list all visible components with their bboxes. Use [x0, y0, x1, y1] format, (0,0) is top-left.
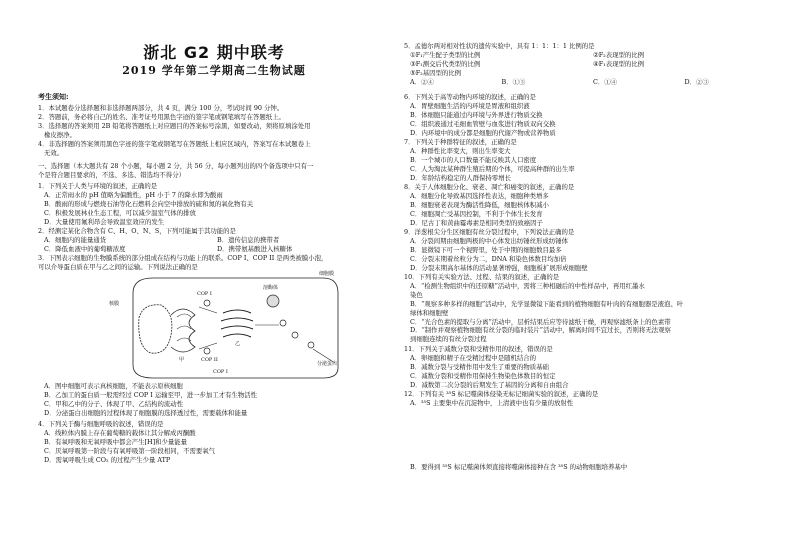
question-stem-cont: 可以介导蛋白质在甲与乙之间的运输。下列说法正确的是	[38, 262, 198, 271]
exam-title: 浙北 G2 期中联考	[143, 43, 285, 62]
label-er: 甲	[179, 357, 185, 363]
option: A．分裂间期由细胞两极的中心体发出纺锤丝形成纺锤体	[410, 236, 568, 245]
option: D．分泌蛋白出细胞的过程体现了细胞膜的选择透过性，需要载体和能量	[44, 408, 248, 417]
option: B．细胞衰老表现为酶活性降低，细胞核体积减小	[410, 200, 549, 209]
question-stem: 7．下列关于种群特征的叙述，正确的是	[404, 138, 517, 146]
option: B．有氧呼吸和无氧呼吸中都会产生[H]和少量能量	[44, 437, 188, 446]
option: B．一个城市的人口数量不能反映其人口密度	[410, 155, 537, 164]
option: C．厌氧呼吸第一阶段与有氧呼吸第一阶段相同，不需要氧气	[44, 446, 216, 455]
question-stem: 6．下列关于高等动物内环境的叙述，正确的是	[404, 93, 536, 101]
option: A．正常雨水的 pH 值略为偏酸性，pH 小于 7 的降水即为酸雨	[44, 190, 223, 199]
question-stem: 9．洋葱根尖分生区细胞有丝分裂过程中，下列说法正确的是	[404, 228, 575, 236]
question-stem: 3．下图表示细胞的生物膜系统的部分组成在结构与功能上的联系。COP I、COP II 是两类被膜小泡，	[38, 254, 328, 262]
question-3-options	[38, 382, 390, 418]
section-heading-line2: 个是符合题目要求的，不选、多选、错选均不得分）	[38, 170, 185, 179]
question-stem: 8．关于人体细胞分化、衰老、凋亡和癌变的叙述，正确的是	[404, 183, 575, 191]
option: ⑤F₂基因型的比例	[410, 68, 462, 77]
option: C．积极发展林业生态工程，可以减少温室气体的排放	[44, 208, 196, 217]
question-4	[38, 420, 390, 465]
label-secretory-protein: 分泌蛋白	[317, 361, 338, 367]
question-3	[38, 254, 390, 272]
question-stem: 1．下列关于人类与环境的叙述，正确的是	[38, 182, 158, 190]
question-12	[404, 390, 776, 408]
option: A．种群性比率变大，则出生率变大	[410, 146, 511, 155]
answer-option: A．②④	[410, 77, 434, 86]
question-8	[404, 183, 776, 228]
answer-option: D．②③	[684, 77, 709, 86]
notice-item: 3．选择题的答案须用 2B 铅笔将答题纸上对应题目的答案标号涂黑，如要改动，须将原填涂处用	[38, 121, 311, 130]
option: B．显微镜下可一个视野里，处于中期的细胞数目最多	[410, 245, 562, 254]
option: B．酸雨的形成与燃烧石油等化石燃料会向空中排放的硫和氮的氧化物有关	[44, 199, 254, 208]
option: A．线粒体内膜上存在葡萄糖的载体让其分解成丙酮酸	[44, 428, 196, 437]
option: B．乙加工的蛋白质一般需经过 COP I 运输至甲，进一步加工才有生物活性	[44, 390, 258, 399]
option: ③F₁测交后代类型的比例	[410, 59, 481, 68]
option: A．卵细胞和精子在受精过程中是随机结合的	[410, 353, 537, 362]
option: C．“光合色素的提取与分离”活动中，层析结果后应等待滤纸干燥，再观察滤纸条上的色素带	[410, 317, 671, 326]
option: ①F₁产生配子类型的比例	[410, 50, 481, 59]
notice-list	[38, 104, 390, 157]
notice-item: 无效。	[44, 148, 64, 157]
membrane-diagram-svg	[123, 272, 343, 382]
option: A．胃壁细胞生活的内环境是胃液和组织液	[410, 101, 530, 110]
option: B．减数分裂与受精作用中发生了重要的物质基础	[410, 362, 549, 371]
option: B．遗传信息的携带者	[217, 235, 280, 244]
question-stem: 5．孟德尔两对相对性状的遗传实验中，具有 1：1：1：1 比例的是	[404, 42, 595, 50]
option: D．分裂末期高尔基体的活动显著增强，细胞板扩展形成细胞壁	[410, 263, 588, 272]
section-heading-line1: 一、选择题（本大题共有 28 个小题，每小题 2 分，共 56 分，每小题列出的四个备选项中只有一	[38, 162, 314, 170]
option: C．细胞凋亡受基因控制，不利于个体生长发育	[410, 209, 543, 218]
option: A．细胞分化导致基因选择性表达，细胞种类增多	[410, 191, 549, 200]
question-5	[404, 42, 776, 87]
option: B．要得到 ³⁵S 标记噬菌体须直接将噬菌体接种在含 ³⁵S 的动物细胞培养基中	[410, 463, 628, 471]
option: A．细胞内的能量通货	[44, 235, 107, 244]
option: A．“检测生物组织中的还原糖”活动中，需将三种相融后的中性样品中，再用红墨水	[410, 281, 645, 290]
option: C．人为淘汰某种群生殖后期的个体，可提高种群的出生率	[410, 164, 575, 173]
option: D．大量使用氟利昂会导致温室效应的发生	[44, 217, 165, 226]
exam-subtitle: 2019 学年第二学期高二生物试题	[122, 64, 306, 77]
notice-item: 2．答题前，务必将自己的姓名、准考证号用黑色字迹的签字笔或钢笔填写在答题纸上。	[38, 112, 285, 121]
answer-option: C．①④	[593, 77, 618, 86]
question-6	[404, 93, 776, 138]
option: 绿体和细胞壁	[410, 308, 449, 317]
option: D．尼古丁和黄曲霉毒素是相同类型的致癌因子	[410, 218, 543, 227]
question-stem: 2．经测定某化合物含有 C、H、O、N、S，下列可能属于其功能的是	[38, 227, 236, 235]
label-cop1-top: COP I	[197, 291, 212, 297]
notice-item: 4．非选择题的答案须用黑色字迹的签字笔或钢笔写在答题纸上相应区域内，答案写在本试题卷上	[38, 139, 311, 148]
option: D．内环境中的成分都是细胞的代谢产物或营养物质	[410, 128, 556, 137]
option-row	[404, 60, 776, 69]
option	[593, 69, 776, 78]
label-nuclear-membrane: 核膜	[109, 301, 120, 307]
option-row	[38, 236, 390, 245]
option: B．体细胞只能通过内环境与外界进行物质交换	[410, 110, 543, 119]
option-row	[404, 69, 776, 78]
option: D．“制作并观察植物细胞有丝分裂的临时装片”活动中，解离时间不宜过长，否则将无法观察	[410, 326, 671, 335]
label-cop2: COP II	[201, 357, 218, 363]
question-stem: 10．下列有关实验方法、过程、结果的叙述，正确的是	[404, 273, 560, 281]
option: ②F₂表现型的比例	[593, 50, 645, 59]
option: A．图中细胞可表示真核细胞，不能表示原核细胞	[44, 382, 183, 390]
option: D．携带氨基酸进入核糖体	[217, 244, 293, 253]
option: C．分裂末期着丝粒分为二，DNA 和染色体数目均加倍	[410, 254, 567, 263]
label-cell-membrane: 细胞膜	[319, 271, 335, 277]
question-7	[404, 138, 776, 183]
notice-item: 1．本试题卷分选择题和非选择题两部分，共 4 页，满分 100 分，考试时间 90 分钟。	[38, 104, 284, 112]
question-stem: 12．下列有关 ³⁵S 标记噬菌体侵染无标记细菌实验的叙述，正确的是	[404, 390, 599, 398]
option: C．甲和乙中的分子、体现了甲、乙结构的流动性	[44, 399, 184, 408]
option: D．年龄结构稳定的人群保持零增长	[410, 173, 511, 182]
question-1	[38, 182, 390, 227]
answer-row	[404, 78, 776, 87]
notice-item: 橡皮擦净。	[44, 130, 76, 139]
option: B．“观察多种多样的细胞”活动中，光学显微镜下能看到的植物细胞有叶肉的有细胞器是液泡、叶	[410, 299, 684, 308]
label-cop1-bottom: COP I	[213, 369, 228, 375]
option: C．组织液通过毛细血管壁与血浆进行物质双向交换	[410, 119, 556, 128]
question-2	[38, 227, 390, 254]
option: C．降低血液中的葡萄糖浓度	[44, 244, 126, 253]
option: D．需氧呼吸生成 CO₂ 的过程产生少量 ATP	[44, 455, 171, 464]
section-heading	[38, 162, 390, 180]
question-9	[404, 228, 776, 273]
membrane-system-diagram	[109, 271, 343, 380]
option-row	[404, 51, 776, 60]
label-lysosome: 溶酶体	[263, 285, 279, 291]
option: C．减数分裂和受精作用保持生物染色体数目的恒定	[410, 371, 556, 380]
notice-heading: 考生须知:	[38, 92, 69, 101]
question-stem: 4．下列关于酶与细胞呼吸的叙述，错误的是	[38, 420, 164, 428]
question-stem: 11．下列关于减数分裂和受精作用的叙述，错误的是	[404, 345, 553, 353]
question-11	[404, 345, 776, 390]
option: D．减数第二次分裂的后期发生了基因的分离和自由组合	[410, 380, 569, 389]
label-golgi: 乙	[235, 341, 241, 347]
option: ④F₁表现型的比例	[593, 59, 645, 68]
option: A．³⁵S 主要集中在沉淀物中，上清液中也有少量的放射性	[410, 398, 574, 407]
answer-option: B．①③	[501, 77, 526, 86]
question-12-option-b	[404, 463, 776, 472]
option: 到细胞连续的有丝分裂过程	[410, 335, 487, 344]
option-row	[38, 245, 390, 254]
option: 染色	[410, 290, 423, 299]
question-10	[404, 273, 776, 344]
